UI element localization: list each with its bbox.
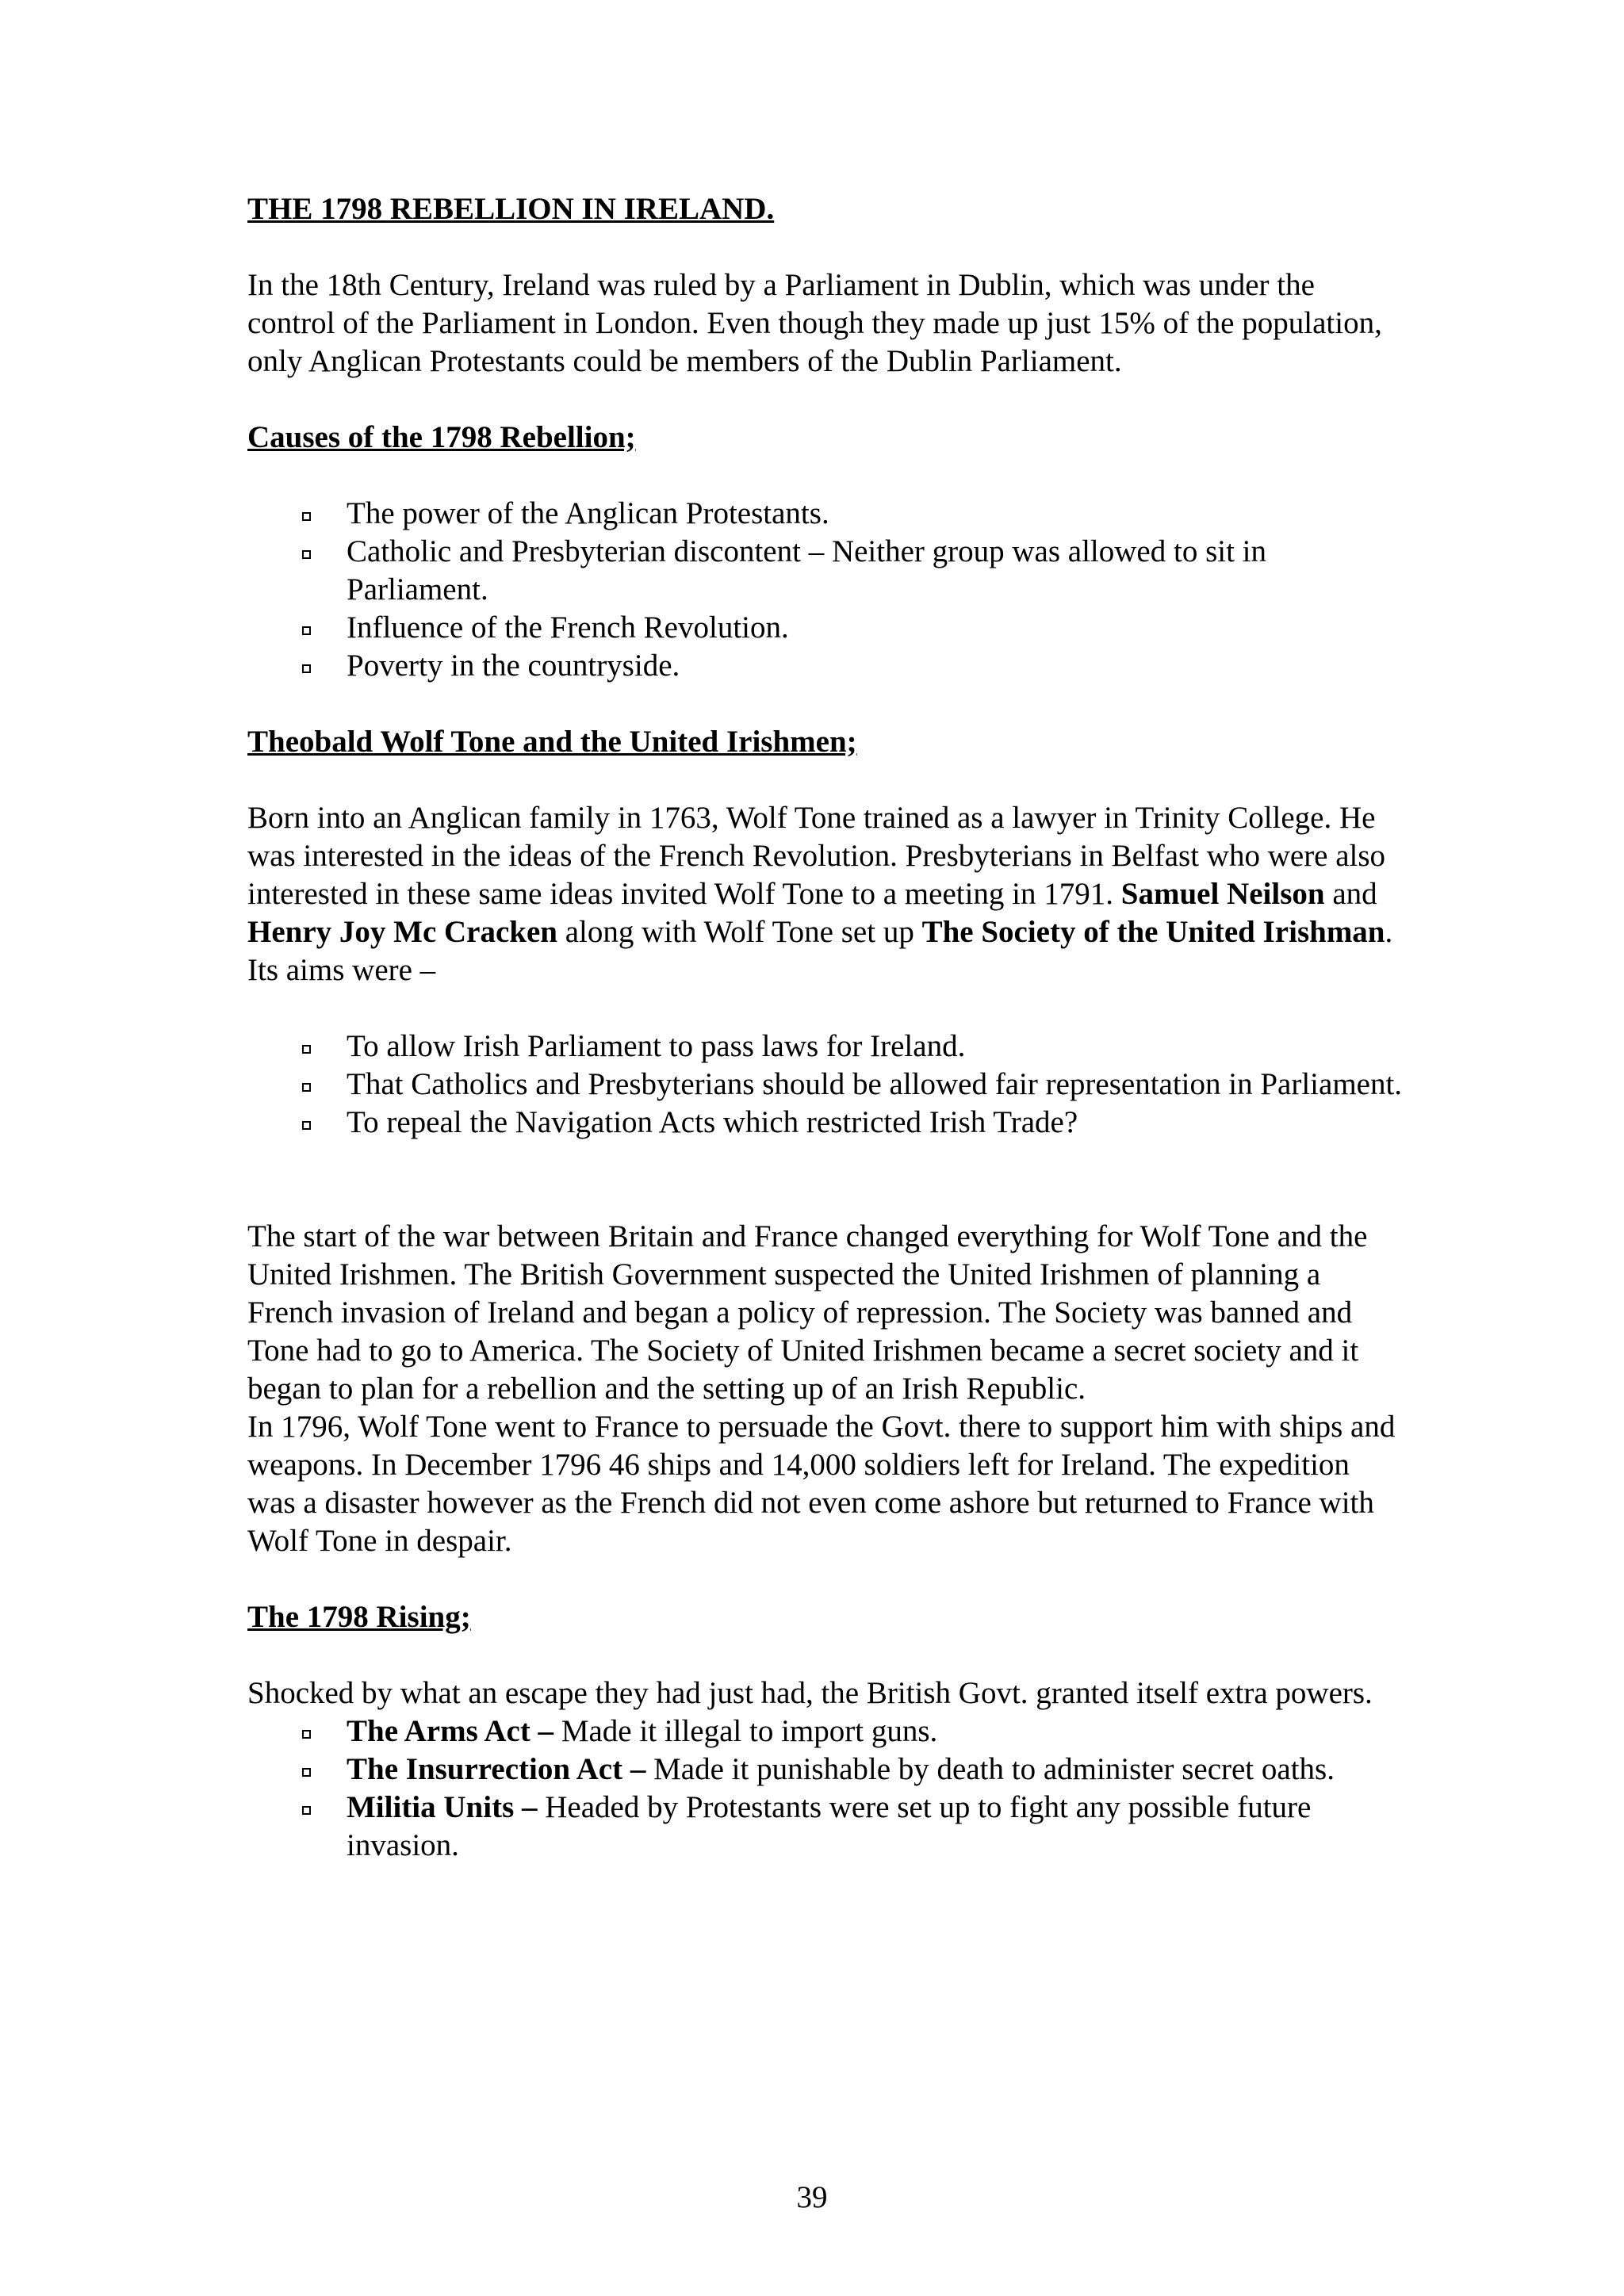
list-item: To repeal the Navigation Acts which restricted Irish Trade? [247,1104,1405,1142]
list-item: That Catholics and Presbyterians should be allowed fair representation in Parliament. [247,1066,1405,1104]
checkbox-bullet-icon [302,1121,311,1130]
tone-heading: Theobald Wolf Tone and the United Irishmen; [247,725,857,759]
checkbox-bullet-icon [302,1083,311,1092]
document-page [247,190,1405,1865]
name-samuel-neilson: Samuel Neilson [1120,877,1325,911]
war-paragraph: The start of the war between Britain and France changed everything for Wolf Tone and the United Irishmen. The British Government suspected the United Irishmen of planning a French invasion of Ireland and began a policy of repression. The Society was banned and Tone had to go to America. The Society of United Irishmen became a secret society and it began to plan for a rebellion and the setting up of an Irish Republic. [247,1219,1368,1406]
list-item: Militia Units – Headed by Protestants were set up to fight any possible future invasion. [247,1789,1405,1865]
document-title: THE 1798 REBELLION IN IRELAND. [247,192,775,226]
france-paragraph: In 1796, Wolf Tone went to France to persuade the Govt. there to support him with ships and weapons. In December 1796 46 ships and 14,000 soldiers left for Ireland. The expedition was a disaster however as the French did not even come ashore but returned to France with Wolf Tone in despair. [247,1410,1396,1558]
rising-heading: The 1798 Rising; [247,1600,471,1634]
rising-intro: Shocked by what an escape they had just had, the British Govt. granted itself extra powers. [247,1676,1373,1710]
page-number: 39 [796,2180,828,2214]
list-item: The Arms Act – Made it illegal to import guns. [247,1712,1405,1751]
checkbox-bullet-icon [302,626,311,635]
list-item: Poverty in the countryside. [247,647,1405,685]
checkbox-bullet-icon [302,1730,311,1739]
checkbox-bullet-icon [302,1768,311,1777]
checkbox-bullet-icon [302,1806,311,1815]
name-henry-joy-mc-cracken: Henry Joy Mc Cracken [247,915,557,949]
causes-heading: Causes of the 1798 Rebellion; [247,420,636,454]
list-item: The Insurrection Act – Made it punishable by death to administer secret oaths. [247,1751,1405,1789]
checkbox-bullet-icon [302,1045,311,1054]
rising-list [247,1712,1405,1865]
society-name: The Society of the United Irishman [921,915,1385,949]
checkbox-bullet-icon [302,664,311,673]
tone-paragraph: Born into an Anglican family in 1763, Wolf Tone trained as a lawyer in Trinity College. He was interested in the ideas of the French Revolution. Presbyterians in Belfast who were also interested in these same ideas invited Wolf Tone to a meeting in 1791. Samuel Neilson and Henry Joy Mc Cracken along with Wolf Tone set up The Society of the United Irishman. Its aims were – [247,801,1393,987]
checkbox-bullet-icon [302,512,311,521]
aims-list [247,1027,1405,1142]
causes-list [247,495,1405,685]
list-item: To allow Irish Parliament to pass laws for Ireland. [247,1027,1405,1066]
list-item: The power of the Anglican Protestants. [247,495,1405,533]
intro-paragraph: In the 18th Century, Ireland was ruled by a Parliament in Dublin, which was under the control of the Parliament in London. Even though they made up just 15% of the population, only Anglican Protestants could be members of the Dublin Parliament. [247,268,1382,378]
checkbox-bullet-icon [302,550,311,559]
list-item: Influence of the French Revolution. [247,609,1405,647]
list-item: Catholic and Presbyterian discontent – Neither group was allowed to sit in Parliament. [247,533,1405,609]
